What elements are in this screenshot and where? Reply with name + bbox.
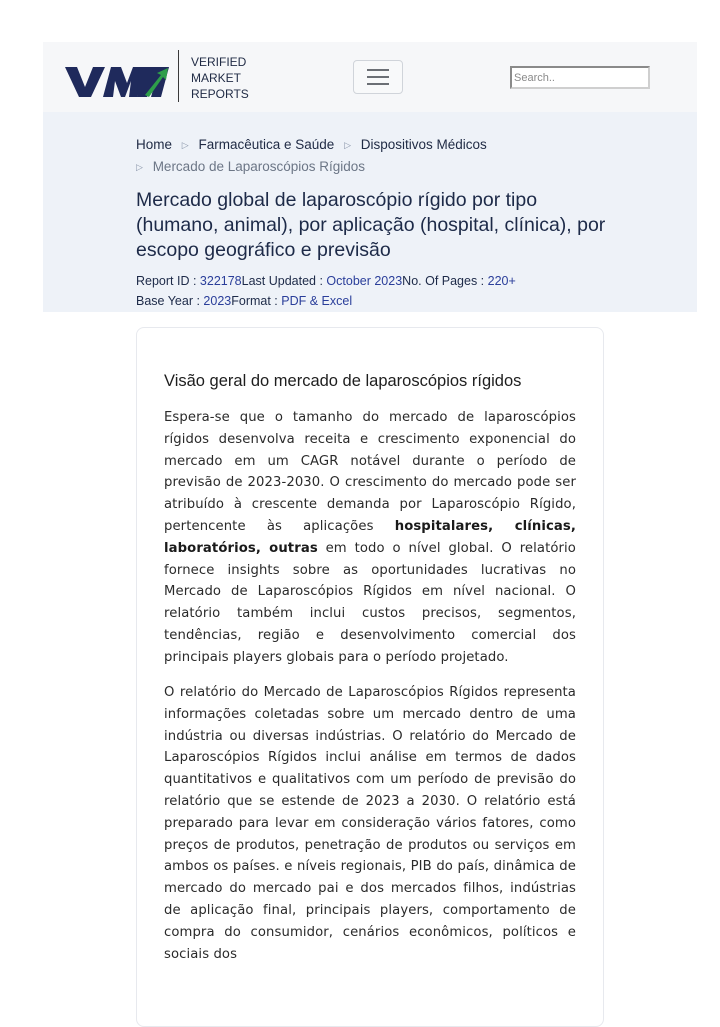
page-header-region: [43, 42, 697, 312]
logo-divider: [178, 50, 179, 102]
logo-wordmark: VERIFIED MARKET REPORTS: [191, 55, 249, 101]
vmr-logo-mark-icon: [65, 59, 170, 99]
overview-paragraph-2: O relatório do Mercado de Laparoscópios Rígidos representa informações coletadas sobre um mercado dentro de uma indústria ou diversas indústrias. O relatório do Mercado de Laparoscópios Rígidos inclui análise em termos de dados quantitativos e qualitativos com um período de previsão do relatório que se estende de 2023 a 2030. O relatório está preparado para levar em consideração vários fatores, como preços de produtos, penetração de produtos ou serviços em ambos os países. e níveis regionais, PIB do país, dinâmica de mercado do mercado pai e dos mercados filhos, indústrias de aplicação final, principais players, comportamento de compra do consumidor, cenários econômicos, políticos e sociais dos: [164, 685, 576, 962]
chevron-right-icon: ▷: [181, 140, 189, 150]
vmr-logo[interactable]: [65, 54, 170, 104]
overview-card: [136, 327, 604, 1027]
breadcrumb-devices[interactable]: Dispositivos Médicos: [360, 137, 487, 152]
page-count: 220+: [487, 274, 516, 288]
breadcrumb-pharma[interactable]: Farmacêutica e Saúde: [198, 137, 335, 152]
breadcrumb-current[interactable]: Mercado de Laparoscópios Rígidos: [152, 159, 366, 174]
report-id: 322178: [199, 274, 242, 288]
menu-toggle-button[interactable]: [353, 60, 403, 94]
report-meta: Report ID : 322178Last Updated : October 2023No. Of Pages : 220+ Base Year : 2023Format : PDF & Excel: [136, 274, 516, 308]
top-navbar: [43, 42, 697, 112]
breadcrumb-home[interactable]: Home: [136, 137, 173, 152]
last-updated: October 2023: [326, 274, 403, 288]
overview-paragraph-1: Espera-se que o tamanho do mercado de laparoscópios rígidos desenvolva receita e crescimento exponencial do mercado em um CAGR notável durante o período de previsão de 2023-2030. O crescimento do mercado pode ser atribuído à crescente demanda por Laparoscópio Rígido, pertencente às aplicações hospitalares, clínicas, laboratórios, outras em todo o nível global. O relatório fornece insights sobre as oportunidades lucrativas no Mercado de Laparoscópios Rígidos em nível nacional. O relatório também inclui custos precisos, segmentos, tendências, região e desenvolvimento comercial dos principais players globais para o período projetado.: [164, 410, 576, 665]
hamburger-icon: [367, 69, 389, 71]
base-year: 2023: [203, 294, 232, 308]
breadcrumb: [136, 137, 487, 174]
chevron-right-icon: ▷: [344, 140, 351, 150]
search-input[interactable]: [510, 66, 650, 89]
chevron-right-icon: ▷: [136, 162, 143, 172]
overview-heading: Visão geral do mercado de laparoscópios rígidos: [164, 372, 522, 390]
applications-highlight: hospitalares, clínicas, laboratórios, outras: [164, 518, 576, 556]
page-title: Mercado global de laparoscópio rígido por tipo (humano, animal), por aplicação (hospital, clínica), por escopo geográfico e previsão: [136, 189, 606, 261]
report-format: PDF & Excel: [281, 294, 353, 308]
